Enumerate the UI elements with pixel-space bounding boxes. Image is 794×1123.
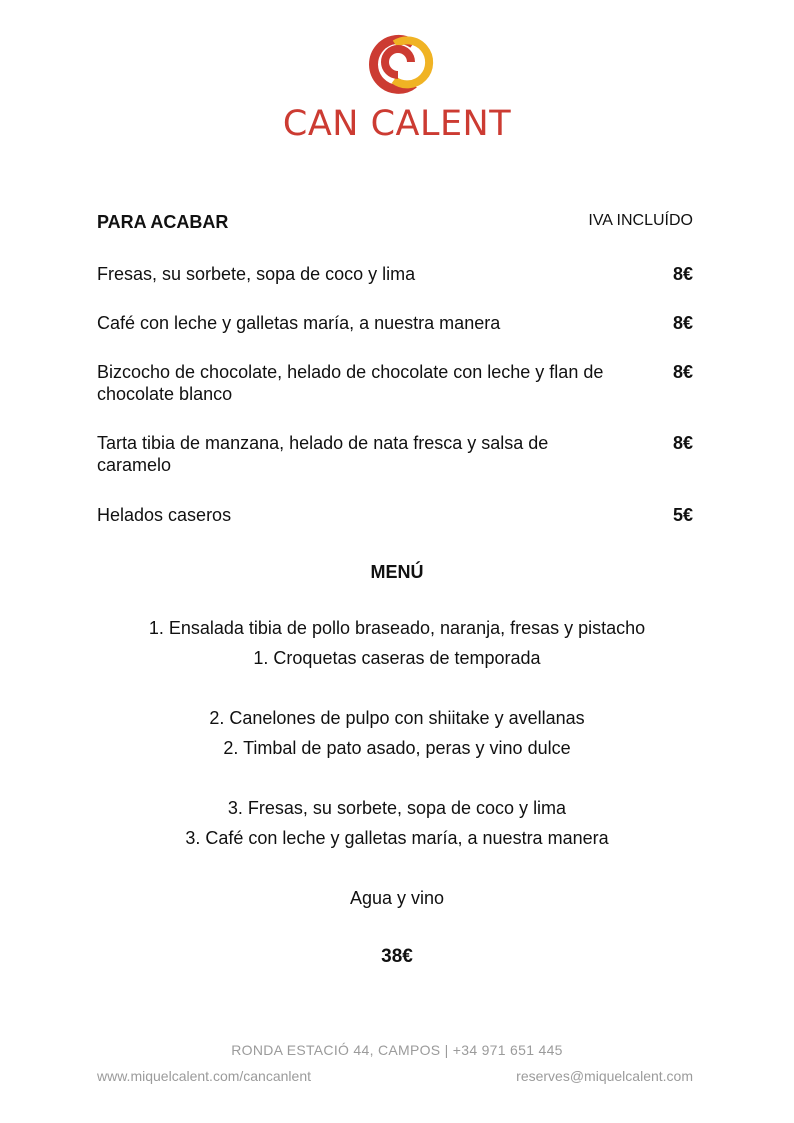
item-name: Helados caseros (97, 505, 232, 525)
item-price: 8€ (672, 264, 693, 284)
footer-website-link[interactable]: www.miquelcalent.com/cancanlent (97, 1068, 311, 1084)
menu-course: 3. Fresas, su sorbete, sopa de coco y lima (227, 798, 567, 818)
footer-address: RONDA ESTACIÓ 44, CAMPOS | +34 971 651 445 (231, 1042, 563, 1058)
list-item (97, 432, 693, 476)
section-header (97, 212, 693, 233)
item-price: 5€ (672, 505, 693, 525)
menu-course: 1. Croquetas caseras de temporada (253, 648, 541, 668)
brand-name: CAN CALENT (282, 104, 512, 144)
item-name: Bizcocho de chocolate, helado de chocolate con leche y flan de chocolate blanco (97, 362, 604, 404)
section-title: PARA ACABAR (97, 212, 229, 232)
list-item (97, 312, 693, 334)
item-price: 8€ (672, 313, 693, 333)
interlocking-c-logo-icon (357, 22, 437, 102)
item-price: 8€ (672, 433, 693, 453)
list-item (97, 361, 693, 405)
menu-drinks: Agua y vino (349, 888, 445, 908)
menu-course: 2. Canelones de pulpo con shiitake y avellanas (209, 708, 585, 728)
logo (0, 22, 794, 144)
menu-course: 2. Timbal de pato asado, peras y vino dulce (223, 738, 571, 758)
tax-note: IVA INCLUÍDO (588, 212, 693, 229)
menu-course: 1. Ensalada tibia de pollo braseado, naranja, fresas y pistacho (148, 618, 646, 638)
item-name: Café con leche y galletas maría, a nuestra manera (97, 313, 501, 333)
list-item (97, 504, 693, 526)
footer-email-link[interactable]: reserves@miquelcalent.com (516, 1068, 693, 1084)
item-name: Fresas, su sorbete, sopa de coco y lima (97, 264, 416, 284)
item-price: 8€ (672, 362, 693, 382)
list-item (97, 263, 693, 285)
menu-title: MENÚ (370, 562, 424, 582)
menu-price: 38€ (381, 946, 413, 967)
menu-course: 3. Café con leche y galletas maría, a nuestra manera (185, 828, 609, 848)
item-name: Tarta tibia de manzana, helado de nata fresca y salsa de caramelo (97, 433, 549, 475)
